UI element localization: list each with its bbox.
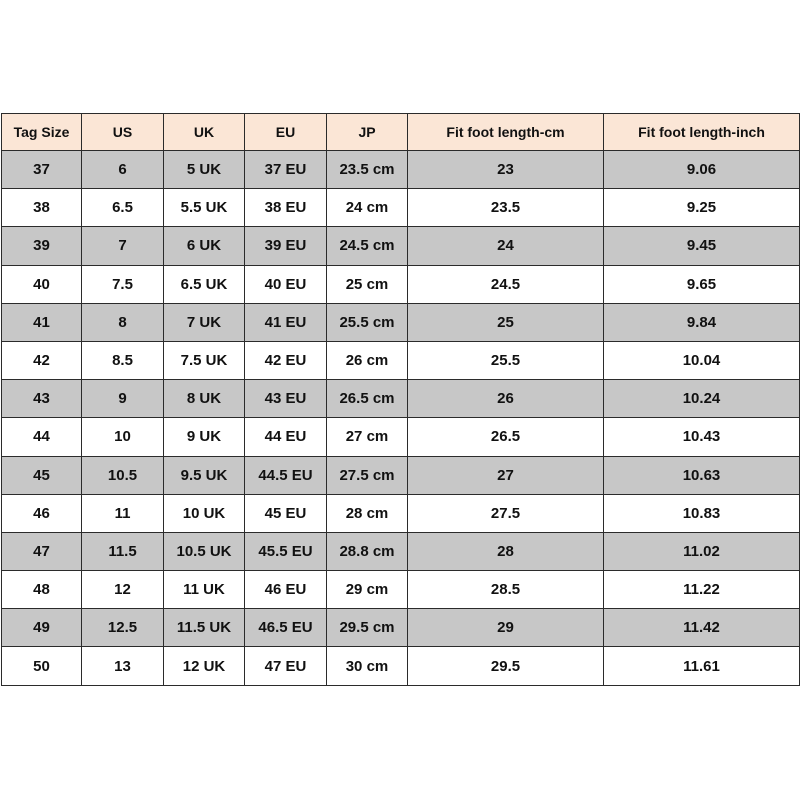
cell-foot-length-cm: 27.5: [408, 494, 604, 532]
cell-foot-length-cm: 26: [408, 380, 604, 418]
cell-eu: 45 EU: [245, 494, 327, 532]
cell-jp: 29.5 cm: [327, 609, 408, 647]
cell-jp: 28.8 cm: [327, 532, 408, 570]
table-body: [2, 151, 800, 686]
cell-us: 11: [82, 494, 164, 532]
table-row: [2, 151, 800, 189]
cell-foot-length-inch: 10.04: [604, 341, 800, 379]
cell-foot-length-inch: 10.43: [604, 418, 800, 456]
cell-us: 10.5: [82, 456, 164, 494]
cell-uk: 7.5 UK: [164, 341, 245, 379]
cell-foot-length-cm: 23: [408, 151, 604, 189]
cell-tag-size: 39: [2, 227, 82, 265]
cell-us: 7.5: [82, 265, 164, 303]
header-jp: JP: [327, 114, 408, 151]
table-row: [2, 418, 800, 456]
cell-uk: 5 UK: [164, 151, 245, 189]
cell-eu: 46.5 EU: [245, 609, 327, 647]
table-row: [2, 265, 800, 303]
cell-foot-length-inch: 11.61: [604, 647, 800, 685]
cell-foot-length-cm: 25.5: [408, 341, 604, 379]
cell-jp: 24 cm: [327, 189, 408, 227]
cell-tag-size: 47: [2, 532, 82, 570]
cell-foot-length-inch: 9.25: [604, 189, 800, 227]
cell-eu: 38 EU: [245, 189, 327, 227]
cell-foot-length-inch: 11.22: [604, 571, 800, 609]
cell-foot-length-cm: 28: [408, 532, 604, 570]
table-row: [2, 456, 800, 494]
cell-foot-length-inch: 9.06: [604, 151, 800, 189]
cell-foot-length-cm: 24.5: [408, 265, 604, 303]
cell-jp: 28 cm: [327, 494, 408, 532]
cell-eu: 44 EU: [245, 418, 327, 456]
cell-eu: 42 EU: [245, 341, 327, 379]
cell-foot-length-cm: 23.5: [408, 189, 604, 227]
cell-jp: 29 cm: [327, 571, 408, 609]
header-eu: EU: [245, 114, 327, 151]
cell-tag-size: 46: [2, 494, 82, 532]
cell-uk: 5.5 UK: [164, 189, 245, 227]
cell-tag-size: 45: [2, 456, 82, 494]
cell-uk: 6.5 UK: [164, 265, 245, 303]
table-row: [2, 494, 800, 532]
header-tag-size: Tag Size: [2, 114, 82, 151]
cell-foot-length-inch: 10.83: [604, 494, 800, 532]
table-row: [2, 380, 800, 418]
cell-us: 9: [82, 380, 164, 418]
cell-uk: 11.5 UK: [164, 609, 245, 647]
cell-tag-size: 37: [2, 151, 82, 189]
table-row: [2, 532, 800, 570]
cell-us: 7: [82, 227, 164, 265]
cell-us: 6: [82, 151, 164, 189]
cell-jp: 23.5 cm: [327, 151, 408, 189]
table-row: [2, 647, 800, 685]
table-row: [2, 189, 800, 227]
cell-jp: 30 cm: [327, 647, 408, 685]
cell-foot-length-inch: 10.63: [604, 456, 800, 494]
header-row: [2, 114, 800, 151]
cell-foot-length-cm: 27: [408, 456, 604, 494]
cell-tag-size: 44: [2, 418, 82, 456]
cell-jp: 26 cm: [327, 341, 408, 379]
cell-tag-size: 41: [2, 303, 82, 341]
cell-us: 12.5: [82, 609, 164, 647]
header-us: US: [82, 114, 164, 151]
cell-eu: 44.5 EU: [245, 456, 327, 494]
cell-tag-size: 38: [2, 189, 82, 227]
cell-uk: 8 UK: [164, 380, 245, 418]
cell-foot-length-inch: 9.65: [604, 265, 800, 303]
cell-uk: 10 UK: [164, 494, 245, 532]
cell-us: 12: [82, 571, 164, 609]
cell-tag-size: 48: [2, 571, 82, 609]
size-chart-table: [1, 113, 800, 686]
cell-foot-length-inch: 9.84: [604, 303, 800, 341]
cell-tag-size: 40: [2, 265, 82, 303]
cell-foot-length-cm: 29.5: [408, 647, 604, 685]
cell-us: 8.5: [82, 341, 164, 379]
cell-foot-length-cm: 28.5: [408, 571, 604, 609]
table-row: [2, 303, 800, 341]
cell-uk: 11 UK: [164, 571, 245, 609]
cell-uk: 9.5 UK: [164, 456, 245, 494]
header-foot-length-inch: Fit foot length-inch: [604, 114, 800, 151]
cell-tag-size: 50: [2, 647, 82, 685]
cell-uk: 10.5 UK: [164, 532, 245, 570]
cell-foot-length-cm: 25: [408, 303, 604, 341]
cell-eu: 46 EU: [245, 571, 327, 609]
cell-eu: 43 EU: [245, 380, 327, 418]
header-foot-length-cm: Fit foot length-cm: [408, 114, 604, 151]
cell-uk: 6 UK: [164, 227, 245, 265]
table-row: [2, 609, 800, 647]
cell-eu: 40 EU: [245, 265, 327, 303]
cell-us: 11.5: [82, 532, 164, 570]
cell-us: 6.5: [82, 189, 164, 227]
cell-us: 13: [82, 647, 164, 685]
cell-jp: 24.5 cm: [327, 227, 408, 265]
cell-jp: 27 cm: [327, 418, 408, 456]
table-row: [2, 571, 800, 609]
cell-uk: 9 UK: [164, 418, 245, 456]
cell-foot-length-inch: 11.42: [604, 609, 800, 647]
cell-jp: 25.5 cm: [327, 303, 408, 341]
cell-foot-length-cm: 24: [408, 227, 604, 265]
cell-foot-length-inch: 11.02: [604, 532, 800, 570]
cell-jp: 27.5 cm: [327, 456, 408, 494]
cell-foot-length-inch: 9.45: [604, 227, 800, 265]
table-header: [2, 114, 800, 151]
cell-eu: 47 EU: [245, 647, 327, 685]
cell-jp: 26.5 cm: [327, 380, 408, 418]
cell-eu: 45.5 EU: [245, 532, 327, 570]
cell-tag-size: 42: [2, 341, 82, 379]
cell-uk: 7 UK: [164, 303, 245, 341]
cell-tag-size: 43: [2, 380, 82, 418]
cell-uk: 12 UK: [164, 647, 245, 685]
header-uk: UK: [164, 114, 245, 151]
cell-us: 8: [82, 303, 164, 341]
cell-us: 10: [82, 418, 164, 456]
cell-tag-size: 49: [2, 609, 82, 647]
cell-foot-length-cm: 29: [408, 609, 604, 647]
cell-eu: 41 EU: [245, 303, 327, 341]
table-row: [2, 227, 800, 265]
cell-foot-length-cm: 26.5: [408, 418, 604, 456]
cell-eu: 39 EU: [245, 227, 327, 265]
table-row: [2, 341, 800, 379]
cell-foot-length-inch: 10.24: [604, 380, 800, 418]
cell-eu: 37 EU: [245, 151, 327, 189]
cell-jp: 25 cm: [327, 265, 408, 303]
